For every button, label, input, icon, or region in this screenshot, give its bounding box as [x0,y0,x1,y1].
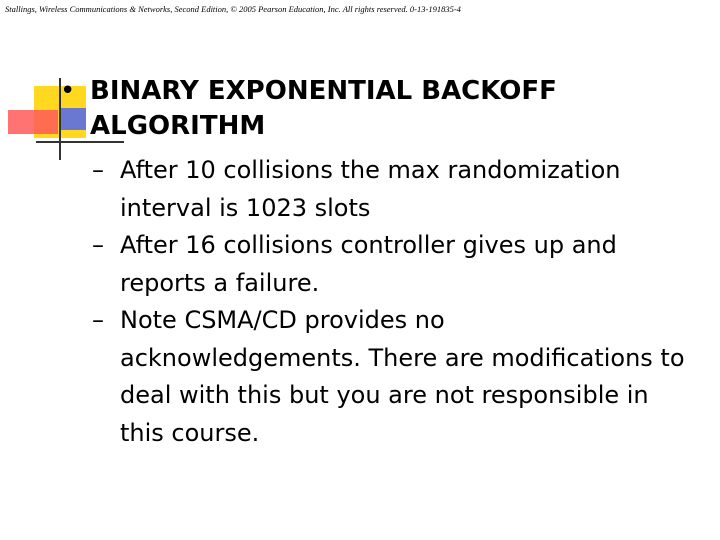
header-copyright-note: Stallings, Wireless Communications & Networks, Second Edition, © 2005 Pearson Education, Inc. All rights reserved. 0-13-191835-4 [5,4,461,14]
sub-point-list [92,152,692,452]
sub-point-text: Note CSMA/CD provides no acknowledgements. There are modifications to deal with this but you are not responsible in this course. [120,306,685,447]
sub-point-text: After 10 collisions the max randomization interval is 1023 slots [120,156,621,222]
slide-title [60,74,557,144]
sub-point-dash: – [92,156,104,184]
title-line-1: BINARY EXPONENTIAL BACKOFF [90,76,557,106]
title-line-2: ALGORITHM [90,111,266,141]
sub-point [92,227,692,302]
decor-red-block [8,110,58,134]
sub-point [92,302,692,452]
sub-point-text: After 16 collisions controller gives up and reports a failure. [120,231,617,297]
sub-point [92,152,692,227]
sub-point-dash: – [92,231,104,259]
sub-point-dash: – [92,306,104,334]
title-bullet: • [60,76,76,106]
